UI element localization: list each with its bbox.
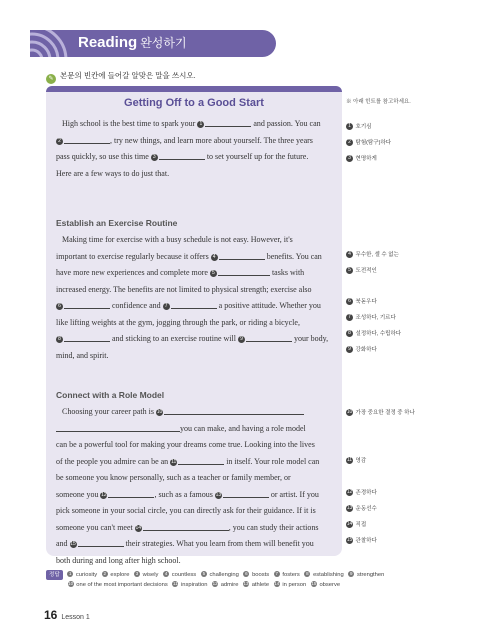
- answer-text: explore: [110, 572, 130, 578]
- answer-number: 4: [164, 571, 168, 576]
- answer-blank[interactable]: [64, 333, 110, 342]
- blank-number: 2: [56, 138, 63, 145]
- answer-number: 7: [275, 571, 279, 576]
- hint-number: 8: [346, 330, 353, 337]
- text: of the people you admire can be an: [56, 456, 169, 466]
- hint-number: 13: [346, 505, 353, 511]
- text: or artist. If you: [270, 489, 319, 499]
- text: in itself. Your role model can: [226, 456, 320, 466]
- answer-item: [311, 582, 340, 588]
- text: you can make, and having a role model: [180, 423, 306, 433]
- text: their strategies. What you learn from them will benefit you: [125, 539, 314, 548]
- answer-blank[interactable]: [56, 423, 180, 432]
- hint-text: 가장 중요한 결정 중 하나: [355, 410, 415, 416]
- answer-blank[interactable]: [108, 489, 154, 498]
- hint-item: [346, 122, 371, 130]
- answer-item: [172, 582, 207, 588]
- answer-blank[interactable]: [64, 135, 110, 144]
- text: your body,: [293, 334, 329, 343]
- answer-text: wisely: [142, 572, 159, 578]
- answer-text: observe: [319, 582, 341, 588]
- answer-blank[interactable]: [219, 251, 265, 260]
- paragraph-1: [56, 116, 339, 182]
- hint-number: 5: [346, 267, 353, 274]
- answer-blank[interactable]: [143, 522, 229, 531]
- hint-number: 7: [346, 314, 353, 321]
- hint-item: [346, 266, 377, 274]
- answer-item: [67, 572, 97, 578]
- hint-item: [346, 408, 415, 416]
- answer-text: admire: [220, 582, 239, 588]
- text: like lifting weights at the gym, jogging through the park, or riding a bicycle,: [56, 317, 300, 327]
- blank-number: 4: [211, 254, 218, 261]
- text: Choosing your career path is: [62, 407, 154, 416]
- hint-number: 4: [346, 251, 353, 258]
- story-title: Getting Off to a Good Start: [124, 97, 264, 109]
- hint-number: 6: [346, 298, 353, 305]
- answer-text: in person: [282, 582, 307, 588]
- hint-item: [346, 504, 377, 512]
- text: Making time for exercise with a busy schedule is not easy. However, it's: [62, 235, 293, 244]
- paragraph-2: [56, 232, 339, 364]
- hint-text: 존경하다: [355, 490, 377, 496]
- blank-number: 15: [70, 541, 76, 547]
- answer-blank[interactable]: [178, 456, 224, 465]
- answer-text: athlete: [251, 582, 270, 588]
- answer-blank[interactable]: [78, 538, 124, 547]
- answer-key: [46, 570, 466, 590]
- answer-item: [68, 582, 168, 588]
- hint-item: [346, 154, 377, 162]
- blank-number: 8: [56, 336, 63, 343]
- answer-blank[interactable]: [171, 300, 217, 309]
- hint-number: 14: [346, 521, 353, 527]
- hint-number: 15: [346, 537, 353, 543]
- answer-blank[interactable]: [159, 151, 205, 160]
- title-sub: 완성하기: [140, 36, 187, 50]
- text: have more new experiences and complete more: [56, 268, 208, 277]
- blank-number: 10: [156, 409, 163, 415]
- text: a positive attitude. Whether you: [218, 301, 321, 310]
- blank-number: 5: [210, 270, 217, 277]
- answer-number: 12: [212, 581, 218, 586]
- hint-item: [346, 313, 396, 321]
- blank-number: 9: [238, 336, 245, 343]
- text: and: [56, 539, 68, 548]
- text: , such as a famous: [154, 489, 213, 499]
- instruction: [46, 70, 196, 84]
- answer-item: [274, 582, 306, 588]
- answer-item: [304, 572, 343, 578]
- answer-blank[interactable]: [164, 406, 304, 415]
- hint-number: 12: [346, 489, 353, 495]
- answer-number: 9: [350, 571, 353, 576]
- answer-text: inspiration: [181, 582, 208, 588]
- answer-blank[interactable]: [64, 300, 110, 309]
- answer-blank[interactable]: [205, 118, 251, 127]
- answer-number: 8: [306, 571, 309, 576]
- answer-item: [212, 582, 238, 588]
- hint-item: [346, 329, 401, 337]
- blank-number: 12: [101, 491, 107, 498]
- hint-number: 1: [346, 123, 353, 130]
- hint-item: [346, 250, 399, 258]
- hint-text: 강화하다: [355, 347, 377, 353]
- text: be someone you know personally, such as a teacher or family member, or: [56, 473, 291, 482]
- answer-blank[interactable]: [218, 267, 270, 276]
- answer-number: 1: [69, 571, 72, 576]
- text: mind, and spirit.: [56, 350, 109, 360]
- answer-item: [243, 572, 269, 578]
- text: and passion. You can: [253, 119, 321, 128]
- hint-item: [346, 536, 377, 544]
- hint-text: 조성하다, 기르다: [355, 315, 396, 321]
- answer-label: 정답: [46, 570, 63, 580]
- answer-text: countless: [171, 572, 197, 578]
- hint-text: 관찰하다: [355, 538, 377, 544]
- page-number: 16: [44, 608, 58, 622]
- section-heading-role-model: Connect with a Role Model: [56, 390, 165, 400]
- panel-top-bar: [46, 86, 342, 92]
- blank-number: 11: [171, 458, 177, 465]
- answer-item: [274, 572, 300, 578]
- text: , try new things, and learn more about yourself. The three years: [110, 135, 313, 145]
- hint-item: [346, 520, 366, 528]
- page-title: [78, 34, 187, 51]
- text: can be a powerful tool for making your dreams come true. Looking into the lives: [56, 440, 315, 449]
- answer-item: [243, 582, 269, 588]
- answer-item: [134, 572, 158, 578]
- text: pick someone in your social circle, you can directly ask for their guidance. If it is: [56, 506, 316, 515]
- blank-number: 13: [215, 491, 222, 498]
- answer-text: curiosity: [75, 572, 98, 578]
- section-banner: [30, 30, 276, 57]
- answer-text: establishing: [313, 572, 344, 578]
- text: High school is the best time to spark your: [62, 119, 196, 128]
- hint-text: 호기심: [355, 124, 372, 130]
- hint-text: 영감: [355, 458, 367, 464]
- answer-number: 5: [202, 571, 206, 576]
- pencil-icon: ✎: [46, 74, 56, 84]
- text: both during and long after high school.: [56, 555, 181, 565]
- hint-text: 도전적인: [355, 268, 377, 274]
- hint-text: 운동선수: [355, 506, 377, 512]
- hint-item: [346, 138, 391, 146]
- text: pass quickly, so use this time: [56, 152, 149, 161]
- hint-text: 북돋우다: [355, 299, 377, 305]
- lesson-label: Lesson 1: [61, 614, 90, 621]
- hint-text: 탐험(탐구)하다: [355, 140, 392, 146]
- text: benefits. You can: [266, 251, 322, 261]
- hint-number: 2: [346, 139, 353, 146]
- text: someone you can't meet: [56, 522, 133, 532]
- answer-blank[interactable]: [223, 489, 269, 498]
- text: someone you: [56, 489, 99, 499]
- answer-text: fosters: [282, 572, 300, 578]
- answer-number: 15: [311, 581, 317, 586]
- paragraph-3: [56, 404, 339, 569]
- answer-item: [102, 572, 130, 578]
- blank-number: 14: [135, 524, 142, 531]
- hint-number: 3: [346, 155, 353, 162]
- hint-text: 직접: [355, 522, 367, 528]
- text: , you can study their actions: [228, 522, 319, 532]
- answer-number: 3: [135, 571, 139, 576]
- hint-item: [346, 488, 377, 496]
- answer-number: 11: [173, 581, 178, 586]
- text: Here are a few ways to do just that.: [56, 168, 170, 178]
- blank-number: 3: [151, 154, 158, 161]
- section-heading-exercise: Establish an Exercise Routine: [56, 218, 178, 228]
- blank-number: 7: [163, 303, 170, 310]
- answer-item: [163, 572, 196, 578]
- hint-item: [346, 297, 377, 305]
- text: and sticking to an exercise routine will: [112, 334, 236, 343]
- answer-blank[interactable]: [246, 333, 292, 342]
- instruction-text: 본문의 빈칸에 들어갈 알맞은 말을 쓰시오.: [60, 71, 196, 80]
- answer-number: 2: [103, 571, 107, 576]
- answer-text: strengthen: [356, 572, 385, 578]
- page-footer: [44, 606, 90, 624]
- blank-number: 6: [56, 303, 63, 310]
- text: tasks with: [271, 268, 305, 277]
- text: to set yourself up for the future.: [206, 152, 309, 161]
- answer-number: 14: [274, 581, 280, 586]
- hint-item: [346, 456, 366, 464]
- hint-text: 설정하다, 수립하다: [355, 331, 402, 337]
- hint-text: 현명하게: [355, 156, 377, 162]
- hint-item: [346, 345, 377, 353]
- hints-header: ※ 아래 힌트를 참고하세요.: [346, 99, 411, 105]
- answer-text: challenging: [209, 572, 239, 578]
- hint-number: 10: [346, 409, 353, 415]
- title-main: Reading: [78, 34, 138, 51]
- text: confidence and: [112, 301, 161, 310]
- answer-item: [348, 572, 384, 578]
- answer-text: boosts: [252, 572, 270, 578]
- answer-number: 6: [245, 571, 248, 576]
- answer-number: 10: [68, 581, 74, 586]
- text: increased energy. The benefits are not limited to physical strength; exercise also: [56, 284, 312, 294]
- text: important to exercise regularly because it offers: [56, 251, 209, 261]
- hint-number: 11: [346, 457, 353, 463]
- hint-number: 9: [346, 346, 353, 353]
- hint-text: 무수한, 셀 수 없는: [355, 252, 399, 258]
- answer-item: [201, 572, 239, 578]
- answer-text: one of the most important decisions: [76, 582, 168, 588]
- blank-number: 1: [197, 121, 204, 128]
- answer-number: 13: [243, 581, 249, 586]
